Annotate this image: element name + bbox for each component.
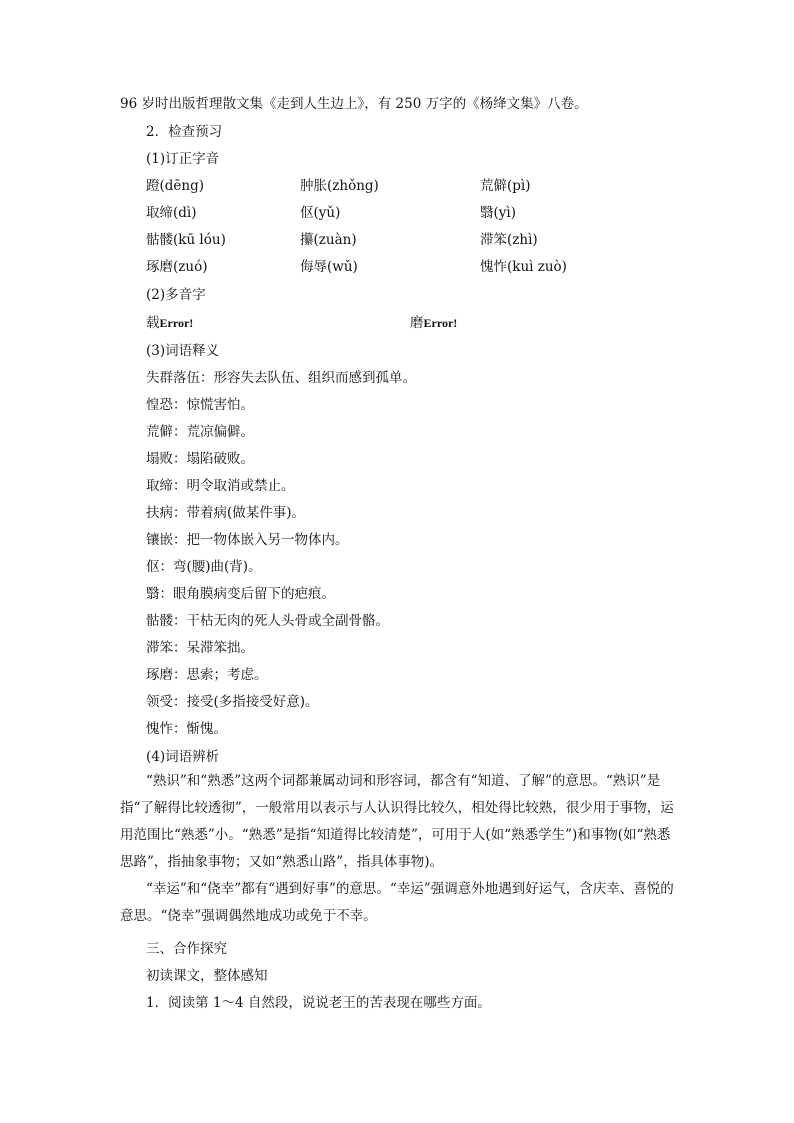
pron-cell: 愧怍(kuì zuò) (480, 259, 567, 275)
polyphone-item-1 (146, 313, 193, 333)
polyphone-title: (2)多音字 (146, 287, 206, 303)
polyphone-char: 载 (146, 315, 160, 331)
discrimination-title: (4)词语辨析 (146, 749, 220, 765)
discrimination-paragraph-1: “熟识”和“熟悉”这两个词都兼属动词和形容词，都含有“知道、了解”的意思。“熟识”是指“了解得比较透彻”，一般常用以表示与人认识得比较久，相处得比较熟，很少用于事物，运用范围比“熟悉”小。“熟悉”是指“知道得比较清楚”，可用于人(如“熟悉学生”)和事物(如“熟悉思路”，指抽象事物；又如“熟悉山路”，指具体事物)。 (120, 773, 674, 870)
definition-item: 愧怍：惭愧。 (146, 721, 227, 737)
section2-title: 2．检查预习 (146, 124, 223, 140)
definition-item: 骷髅：干枯无肉的死人头骨或全副骨骼。 (146, 613, 389, 629)
definition-item: 翳：眼角膜病变后留下的疤痕。 (146, 586, 335, 602)
definition-item: 失群落伍：形容失去队伍、组织而感到孤单。 (146, 370, 416, 386)
definition-item: 扶病：带着病(做某件事)。 (146, 505, 306, 521)
pron-cell: 攥(zuàn) (300, 232, 357, 248)
definition-item: 镶嵌：把一物体嵌入另一物体内。 (146, 532, 349, 548)
pron-cell: 琢磨(zuó) (146, 259, 208, 275)
polyphone-item-2 (410, 313, 457, 333)
definitions-title: (3)词语释义 (146, 343, 220, 359)
definition-item: 取缔：明令取消或禁止。 (146, 478, 295, 494)
intro-line: 96 岁时出版哲理散文集《走到人生边上》，有 250 万字的《杨绛文集》八卷。 (120, 96, 588, 112)
pron-cell: 取缔(dì) (146, 205, 197, 221)
definition-item: 惶恐：惊慌害怕。 (146, 397, 254, 413)
section3-title: 三、合作探究 (146, 941, 227, 957)
error-field: Error! (423, 316, 458, 330)
pron-cell: 伛(yǔ) (300, 205, 341, 221)
definition-item: 滞笨：呆滞笨拙。 (146, 640, 254, 656)
pron-cell: 滞笨(zhì) (480, 232, 538, 248)
polyphone-char: 磨 (410, 315, 424, 331)
pron-cell: 肿胀(zhǒng) (300, 178, 379, 194)
pron-cell: 翳(yì) (480, 205, 516, 221)
definition-item: 伛：弯(腰)曲(背)。 (146, 559, 262, 575)
pron-cell: 荒僻(pì) (480, 178, 531, 194)
definition-item: 塌败：塌陷破败。 (146, 451, 254, 467)
pron-cell: 侮辱(wǔ) (300, 259, 358, 275)
definition-item: 荒僻：荒凉偏僻。 (146, 424, 254, 440)
error-field: Error! (159, 316, 194, 330)
definition-item: 领受：接受(多指接受好意)。 (146, 694, 319, 710)
pron-cell: 骷髅(kū lóu) (146, 232, 226, 248)
discrimination-paragraph-2: “幸运”和“侥幸”都有“遇到好事”的意思。“幸运”强调意外地遇到好运气，含庆幸、喜悦的意思。“侥幸”强调偶然地成功或免于不幸。 (120, 881, 674, 924)
pronunciation-title: (1)订正字音 (146, 151, 220, 167)
pron-cell: 蹬(dēng) (146, 178, 205, 194)
question-1: 1．阅读第 1～4 自然段，说说老王的苦表现在哪些方面。 (146, 995, 491, 1011)
definition-item: 琢磨：思索；考虑。 (146, 667, 268, 683)
subsection-title: 初读课文，整体感知 (146, 968, 268, 984)
